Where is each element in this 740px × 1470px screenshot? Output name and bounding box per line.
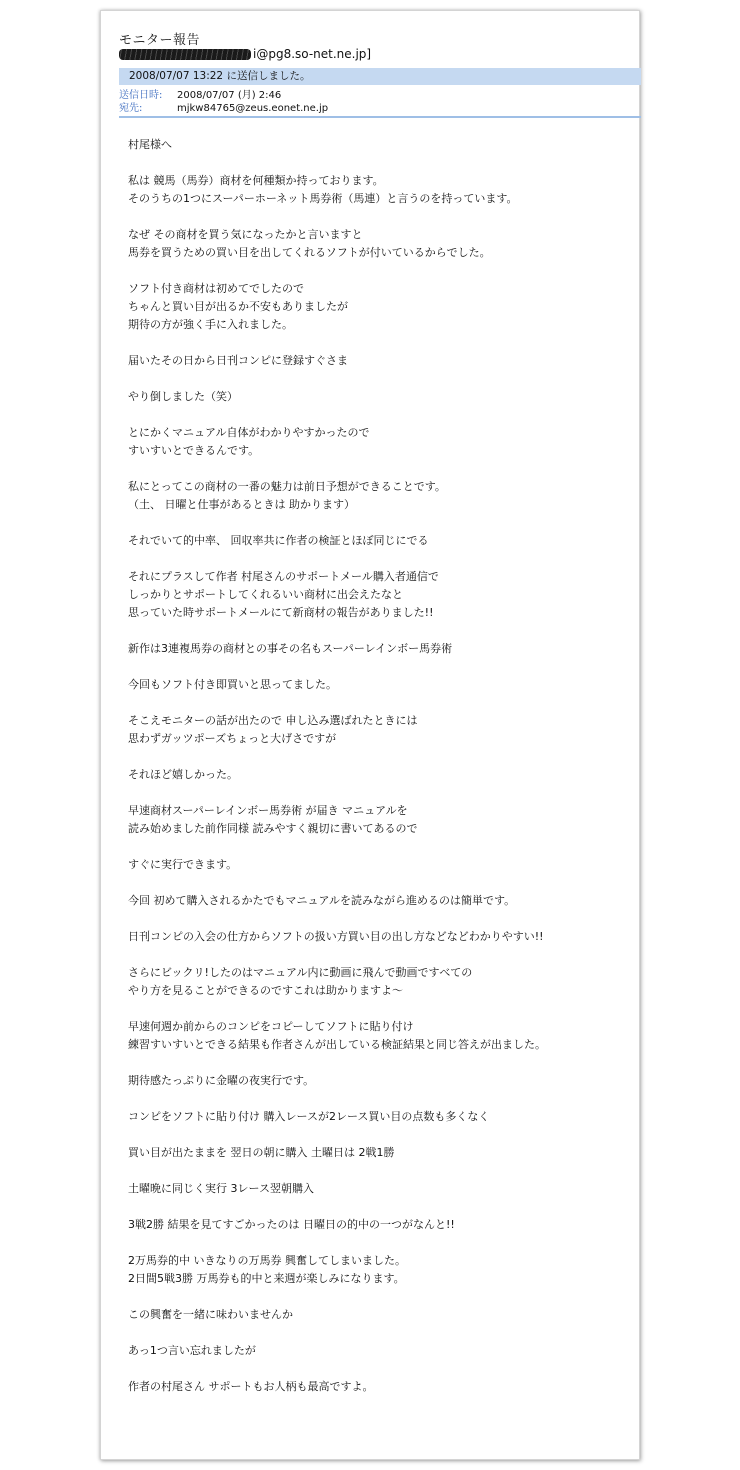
- email-from-address: i@pg8.so-net.ne.jp]: [253, 47, 372, 61]
- body-paragraph: [128, 1216, 633, 1234]
- body-line: 今回もソフト付き即買いと思ってました。: [128, 678, 337, 691]
- body-line: それにプラスして作者 村尾さんのサポートメール購入者通信で: [128, 570, 439, 583]
- body-paragraph: [128, 1180, 633, 1198]
- body-line: それほど嬉しかった。: [128, 768, 238, 781]
- body-line: （土、 日曜と仕事があるときは 助かります）: [128, 498, 355, 511]
- email-subject: モニター報告: [119, 33, 201, 48]
- body-line: 買い目が出たままを 翌日の朝に購入 土曜日は 2戦1勝: [128, 1146, 395, 1159]
- body-paragraph: [128, 1108, 633, 1126]
- email-body: [128, 136, 633, 1414]
- body-line: 今回 初めて購入されるかたでもマニュアルを読みながら進めるのは簡単です。: [128, 894, 516, 907]
- body-line: ちゃんと買い目が出るか不安もありましたが: [128, 300, 348, 313]
- body-paragraph: [128, 478, 633, 514]
- body-line: 馬券を買うための買い目を出してくれるソフトが付いているからでした。: [128, 246, 491, 259]
- body-paragraph: [128, 352, 633, 370]
- body-line: 思わずガッツポーズちょっと大げさですが: [128, 732, 337, 745]
- body-paragraph: [128, 1018, 633, 1054]
- body-line: 作者の村尾さん サポートもお人柄も最高ですよ。: [128, 1380, 374, 1393]
- body-line: 2日間5戦3勝 万馬券も的中と来週が楽しみになります。: [128, 1272, 405, 1285]
- body-line: 日刊コンピの入会の仕方からソフトの扱い方買い目の出し方などなどわかりやすい!!: [128, 930, 544, 943]
- body-line: やり倒しました（笑）: [128, 390, 238, 403]
- body-paragraph: [128, 172, 633, 208]
- body-paragraph: [128, 568, 633, 622]
- body-paragraph: [128, 388, 633, 406]
- body-line: 期待の方が強く手に入れました。: [128, 318, 293, 331]
- body-line: 早速商材スーパーレインボー馬券術 が届き マニュアルを: [128, 804, 408, 817]
- sent-date-label: 送信日時:: [119, 90, 163, 101]
- body-line: あっ1つ言い忘れましたが: [128, 1344, 256, 1357]
- body-paragraph: [128, 640, 633, 658]
- header-divider: [119, 116, 641, 118]
- body-paragraph: [128, 136, 633, 154]
- body-paragraph: [128, 1378, 633, 1396]
- body-line: 私は 競馬（馬券）商材を何種類か持っております。: [128, 174, 384, 187]
- body-line: とにかくマニュアル自体がわかりやすかったので: [128, 426, 370, 439]
- body-paragraph: [128, 280, 633, 334]
- sent-date-value: 2008/07/07 (月) 2:46: [177, 90, 282, 101]
- body-line: すいすいとできるんです。: [128, 444, 260, 457]
- email-from: [119, 47, 371, 61]
- body-line: 土曜晩に同じく実行 3レース翌朝購入: [128, 1182, 314, 1195]
- body-line: 早速何週か前からのコンピをコピーしてソフトに貼り付け: [128, 1020, 414, 1033]
- body-paragraph: [128, 802, 633, 838]
- body-paragraph: [128, 1252, 633, 1288]
- recipient-address[interactable]: mjkw84765@zeus.eonet.ne.jp: [177, 103, 329, 114]
- body-line: さらにビックリ!したのはマニュアル内に動画に飛んで動画ですべての: [128, 966, 473, 979]
- body-paragraph: [128, 856, 633, 874]
- body-paragraph: [128, 928, 633, 946]
- body-paragraph: [128, 1342, 633, 1360]
- body-line: そのうちの1つにスーパーホーネット馬券術（馬連）と言うのを持っています。: [128, 192, 518, 205]
- body-paragraph: [128, 676, 633, 694]
- body-line: やり方を見ることができるのですこれは助かりますよ～: [128, 984, 403, 997]
- sent-info-banner: 2008/07/07 13:22 に送信しました。: [119, 68, 641, 85]
- body-line: 私にとってこの商材の一番の魅力は前日予想ができることです。: [128, 480, 446, 493]
- sent-date-row: [119, 89, 281, 102]
- body-line: なぜ その商材を買う気になったかと言いますと: [128, 228, 363, 241]
- body-paragraph: [128, 532, 633, 550]
- body-line: しっかりとサポートしてくれるいい商材に出会えたなと: [128, 588, 403, 601]
- body-line: それでいて的中率、 回収率共に作者の検証とほぼ同じにでる: [128, 534, 429, 547]
- body-line: 読み始めました前作同様 読みやすく親切に書いてあるので: [128, 822, 418, 835]
- body-line: 3戦2勝 結果を見てすごかったのは 日曜日の的中の一つがなんと!!: [128, 1218, 455, 1231]
- email-card: [100, 10, 640, 1460]
- body-paragraph: [128, 1306, 633, 1324]
- body-line: すぐに実行できます。: [128, 858, 238, 871]
- body-paragraph: [128, 892, 633, 910]
- body-line: ソフト付き商材は初めてでしたので: [128, 282, 304, 295]
- body-line: 新作は3連複馬券の商材との事その名もスーパーレインボー馬券術: [128, 642, 453, 655]
- body-paragraph: [128, 226, 633, 262]
- body-line: そこえモニターの話が出たので 申し込み選ばれたときには: [128, 714, 418, 727]
- body-paragraph: [128, 424, 633, 460]
- recipient-label: 宛先:: [119, 103, 143, 114]
- redacted-scribble: [119, 49, 251, 60]
- body-line: 村尾様へ: [128, 138, 172, 151]
- body-line: コンピをソフトに貼り付け 購入レースが2レース買い目の点数も多くなく: [128, 1110, 490, 1123]
- body-line: 2万馬券的中 いきなりの万馬券 興奮してしまいました。: [128, 1254, 406, 1267]
- body-line: 届いたその日から日刊コンピに登録すぐさま: [128, 354, 348, 367]
- body-line: 練習すいすいとできる結果も作者さんが出している検証結果と同じ答えが出ました。: [128, 1038, 546, 1051]
- body-line: 思っていた時サポートメールにて新商材の報告がありました!!: [128, 606, 434, 619]
- body-paragraph: [128, 766, 633, 784]
- body-paragraph: [128, 1144, 633, 1162]
- body-paragraph: [128, 964, 633, 1000]
- body-paragraph: [128, 712, 633, 748]
- recipient-row: [119, 102, 328, 115]
- body-line: この興奮を一緒に味わいませんか: [128, 1308, 293, 1321]
- body-paragraph: [128, 1072, 633, 1090]
- body-line: 期待感たっぷりに金曜の夜実行です。: [128, 1074, 315, 1087]
